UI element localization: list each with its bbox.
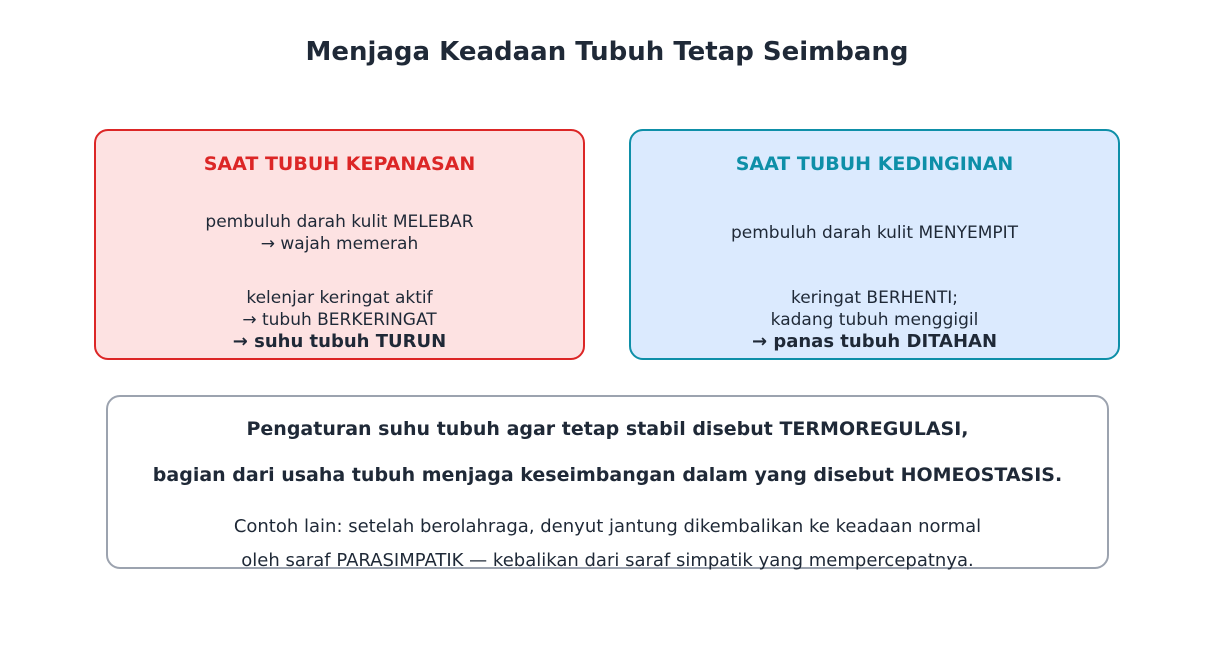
- hot-vessel-text: pembuluh darah kulit MELEBAR: [205, 212, 474, 232]
- hot-face-text: → wajah memerah: [260, 234, 419, 254]
- cold-result-text: → panas tubuh DITAHAN: [751, 331, 998, 352]
- summary-parasympathetic-text: oleh saraf PARASIMPATIK — kebalikan dari saraf simpatik yang mempercepatnya.: [241, 550, 974, 571]
- hot-sweat-gland-text: kelenjar keringat aktif: [246, 288, 433, 308]
- cold-condition-panel: [629, 129, 1120, 360]
- summary-panel: [106, 395, 1109, 569]
- summary-thermoregulation-text: Pengaturan suhu tubuh agar tetap stabil disebut TERMOREGULASI,: [246, 418, 969, 440]
- hot-panel-heading: SAAT TUBUH KEPANASAN: [203, 153, 476, 175]
- hot-sweating-text: → tubuh BERKERINGAT: [242, 310, 437, 330]
- summary-homeostasis-text: bagian dari usaha tubuh menjaga keseimbangan dalam yang disebut HOMEOSTASIS.: [152, 464, 1063, 486]
- cold-panel-heading: SAAT TUBUH KEDINGINAN: [735, 153, 1014, 175]
- cold-shiver-text: kadang tubuh menggigil: [770, 310, 979, 330]
- summary-example-text: Contoh lain: setelah berolahraga, denyut jantung dikembalikan ke keadaan normal: [233, 516, 982, 537]
- hot-result-text: → suhu tubuh TURUN: [232, 331, 447, 352]
- diagram-title: Menjaga Keadaan Tubuh Tetap Seimbang: [305, 37, 909, 67]
- hot-condition-panel: [94, 129, 585, 360]
- cold-sweat-stop-text: keringat BERHENTI;: [790, 288, 959, 308]
- cold-vessel-text: pembuluh darah kulit MENYEMPIT: [730, 223, 1019, 243]
